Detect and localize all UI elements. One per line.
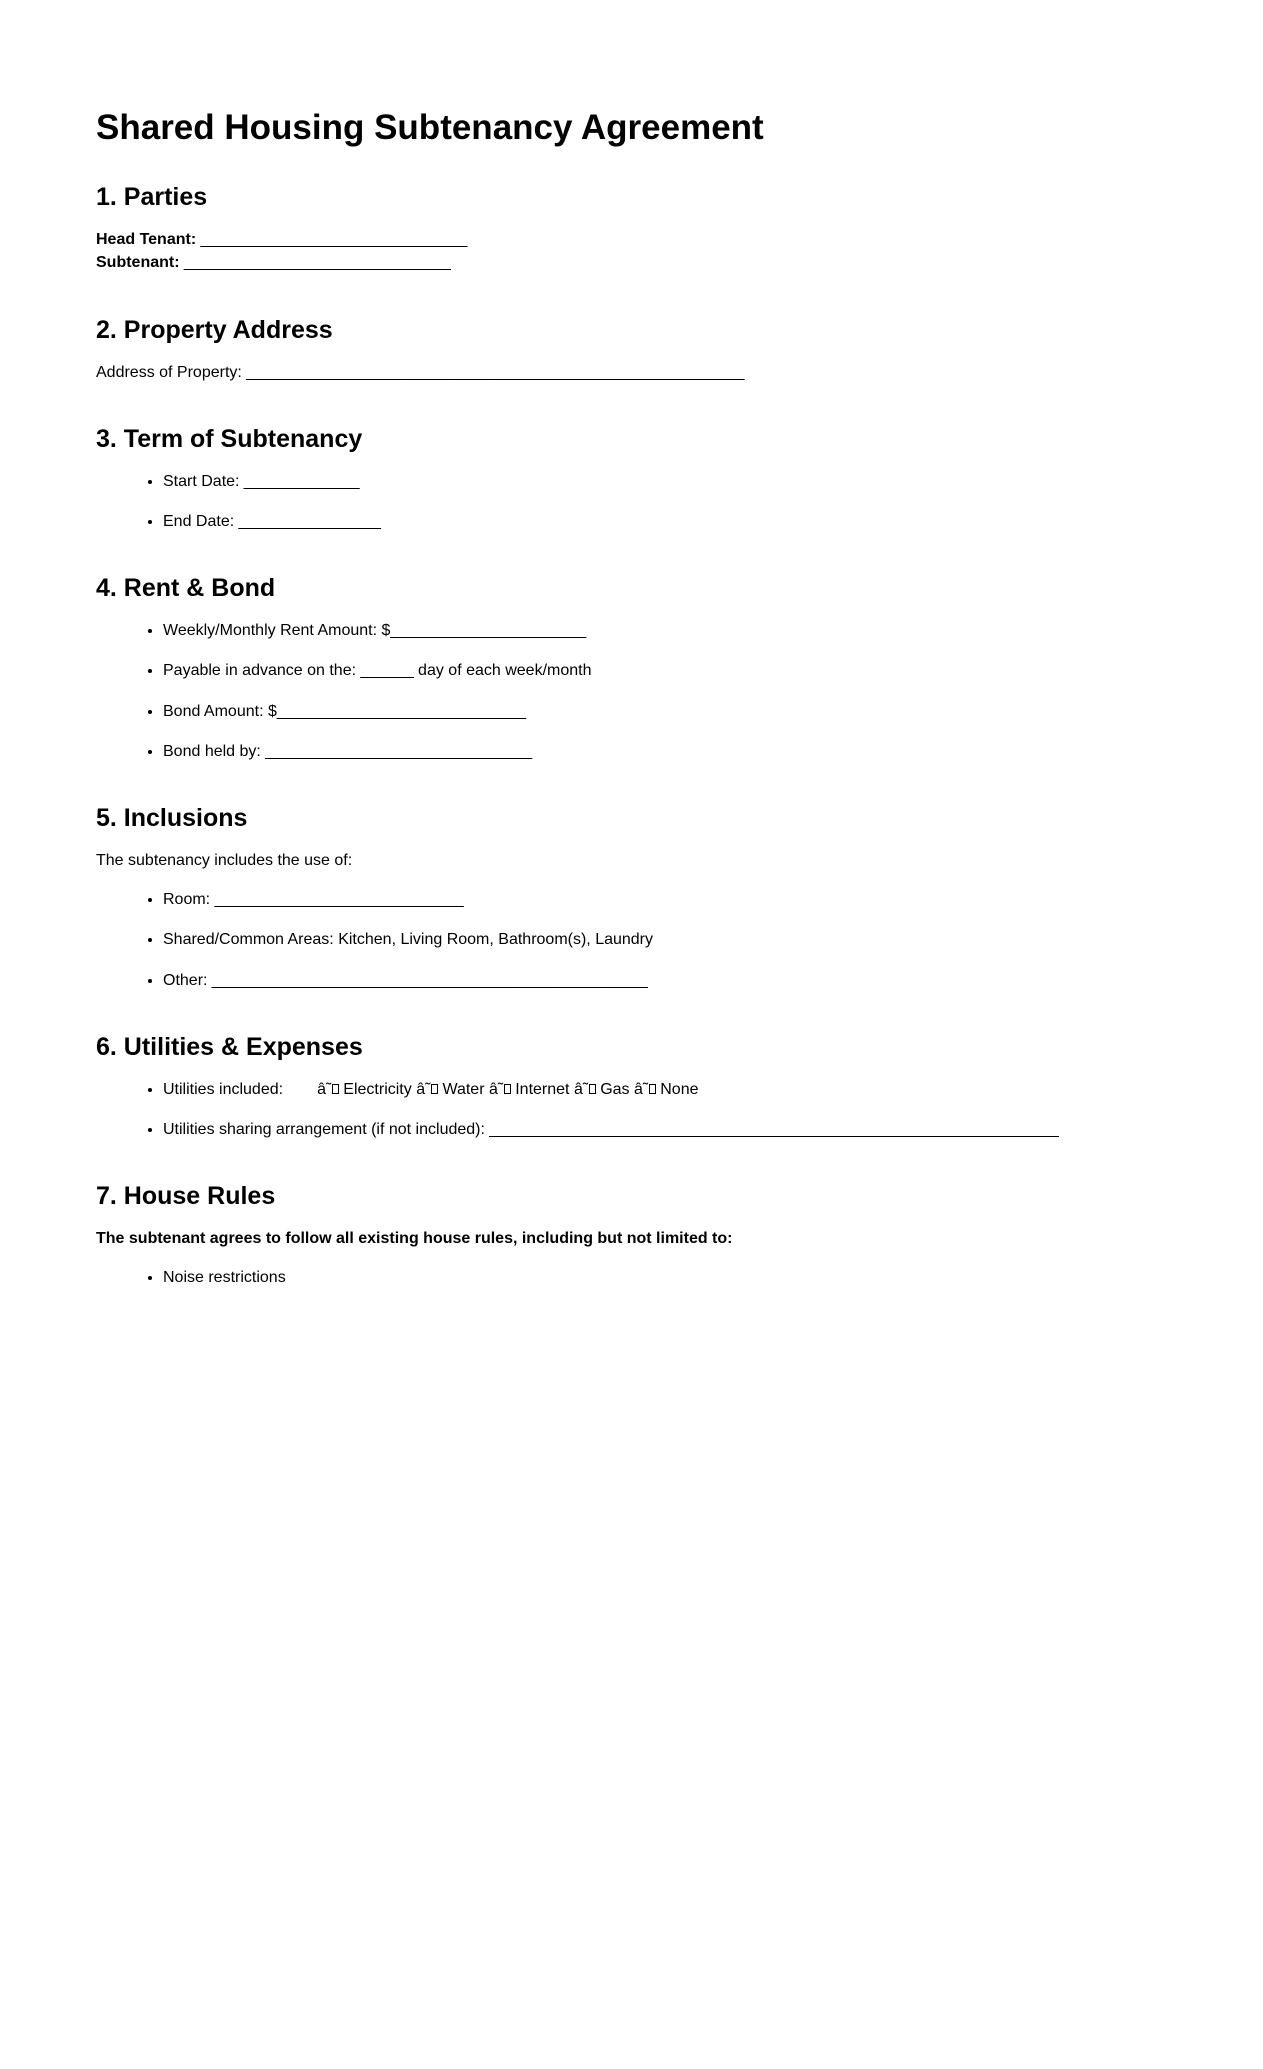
head-tenant-label: Head Tenant: — [96, 231, 197, 249]
parties-lines — [96, 228, 1163, 274]
mojibake-checkbox-text: â˜ — [573, 1080, 589, 1098]
other-blank-line: _________________________________________________ — [211, 971, 648, 989]
house-rule-text: Noise restrictions — [163, 1269, 286, 1287]
utility-option-label: Electricity — [343, 1080, 412, 1098]
inclusions-intro: The subtenancy includes the use of: — [96, 851, 353, 869]
utilities-heading: 6. Utilities & Expenses — [96, 1032, 363, 1061]
payable-blank-line: ______ — [360, 662, 414, 680]
start-date-blank-line: _____________ — [243, 472, 360, 490]
utilities-included-label: Utilities included: — [163, 1080, 284, 1098]
utility-option-gas — [574, 1081, 630, 1098]
rent-amount-label: Weekly/Monthly Rent Amount: $ — [163, 622, 391, 640]
utility-option-internet — [489, 1081, 570, 1098]
inclusions-heading: 5. Inclusions — [96, 803, 248, 832]
bond-held-by-blank-line: ______________________________ — [265, 742, 533, 760]
property-address-heading: 2. Property Address — [96, 315, 333, 344]
term-heading: 3. Term of Subtenancy — [96, 424, 363, 453]
house-rules-list — [96, 1266, 1163, 1289]
end-date-label: End Date: — [163, 513, 235, 530]
document-title: Shared Housing Subtenancy Agreement — [96, 108, 764, 147]
utilities-options — [317, 1081, 703, 1098]
utility-option-electricity — [317, 1081, 412, 1098]
broken-checkbox-icon — [431, 1084, 438, 1094]
bond-held-item — [163, 740, 1163, 763]
house-rules-heading: 7. House Rules — [96, 1182, 276, 1211]
rent-bond-heading: 4. Rent & Bond — [96, 574, 276, 603]
payable-suffix: day of each week/month — [418, 662, 592, 680]
utility-option-label: None — [660, 1080, 699, 1098]
utilities-list — [96, 1078, 1163, 1141]
start-date-item — [163, 470, 1163, 493]
end-date-blank-line: ________________ — [238, 513, 381, 530]
property-address-line — [96, 361, 1163, 384]
address-blank-line: ________________________________________________________ — [246, 363, 745, 381]
broken-checkbox-icon — [589, 1084, 596, 1094]
mojibake-checkbox-text: â˜ — [416, 1080, 431, 1098]
house-rules-intro: The subtenant agrees to follow all existing house rules, including but not limited to: — [96, 1230, 733, 1248]
utility-option-label: Gas — [600, 1080, 630, 1098]
shared-areas-item — [163, 928, 1163, 951]
rent-amount-blank-line: ______________________ — [390, 622, 587, 640]
subtenant-blank-line: ______________________________ — [183, 254, 451, 272]
inclusions-list — [96, 888, 1163, 992]
payable-item — [163, 659, 1163, 682]
subtenant-label: Subtenant: — [96, 254, 180, 272]
rent-bond-list — [96, 619, 1163, 763]
mojibake-checkbox-text: â˜ — [634, 1080, 649, 1098]
payable-label: Payable in advance on the: — [163, 662, 357, 680]
parties-heading: 1. Parties — [96, 183, 208, 212]
broken-checkbox-icon — [649, 1084, 656, 1094]
utility-option-label: Internet — [515, 1080, 570, 1098]
head-tenant-blank-line: ______________________________ — [200, 231, 468, 249]
address-label: Address of Property: — [96, 363, 242, 381]
room-blank-line: ____________________________ — [214, 891, 464, 909]
bond-amount-blank-line: ____________________________ — [276, 702, 527, 720]
utilities-sharing-blank-line: ________________________________________________________________ — [489, 1120, 1059, 1138]
rent-amount-item — [163, 619, 1163, 642]
room-label: Room: — [163, 891, 211, 909]
utility-option-water — [416, 1081, 484, 1098]
bond-held-by-label: Bond held by: — [163, 742, 261, 760]
broken-checkbox-icon — [332, 1084, 339, 1094]
broken-checkbox-icon — [504, 1084, 511, 1094]
utilities-included-item — [163, 1078, 1163, 1101]
bond-amount-label: Bond Amount: $ — [163, 702, 277, 720]
utility-option-label: Water — [442, 1080, 485, 1098]
bond-amount-item — [163, 700, 1163, 723]
mojibake-checkbox-text: â˜ — [489, 1080, 504, 1098]
utilities-sharing-label: Utilities sharing arrangement (if not included): — [163, 1120, 485, 1138]
room-item — [163, 888, 1163, 911]
other-item — [163, 969, 1163, 992]
utility-option-none — [634, 1081, 698, 1098]
shared-areas-text: Shared/Common Areas: Kitchen, Living Room, Bathroom(s), Laundry — [163, 931, 654, 949]
house-rule-item — [163, 1266, 1163, 1289]
term-list — [96, 470, 1163, 533]
end-date-item — [163, 510, 1163, 533]
utilities-sharing-item — [163, 1118, 1163, 1141]
mojibake-checkbox-text: â˜ — [317, 1080, 332, 1098]
start-date-label: Start Date: — [163, 472, 240, 490]
other-label: Other: — [163, 971, 208, 989]
